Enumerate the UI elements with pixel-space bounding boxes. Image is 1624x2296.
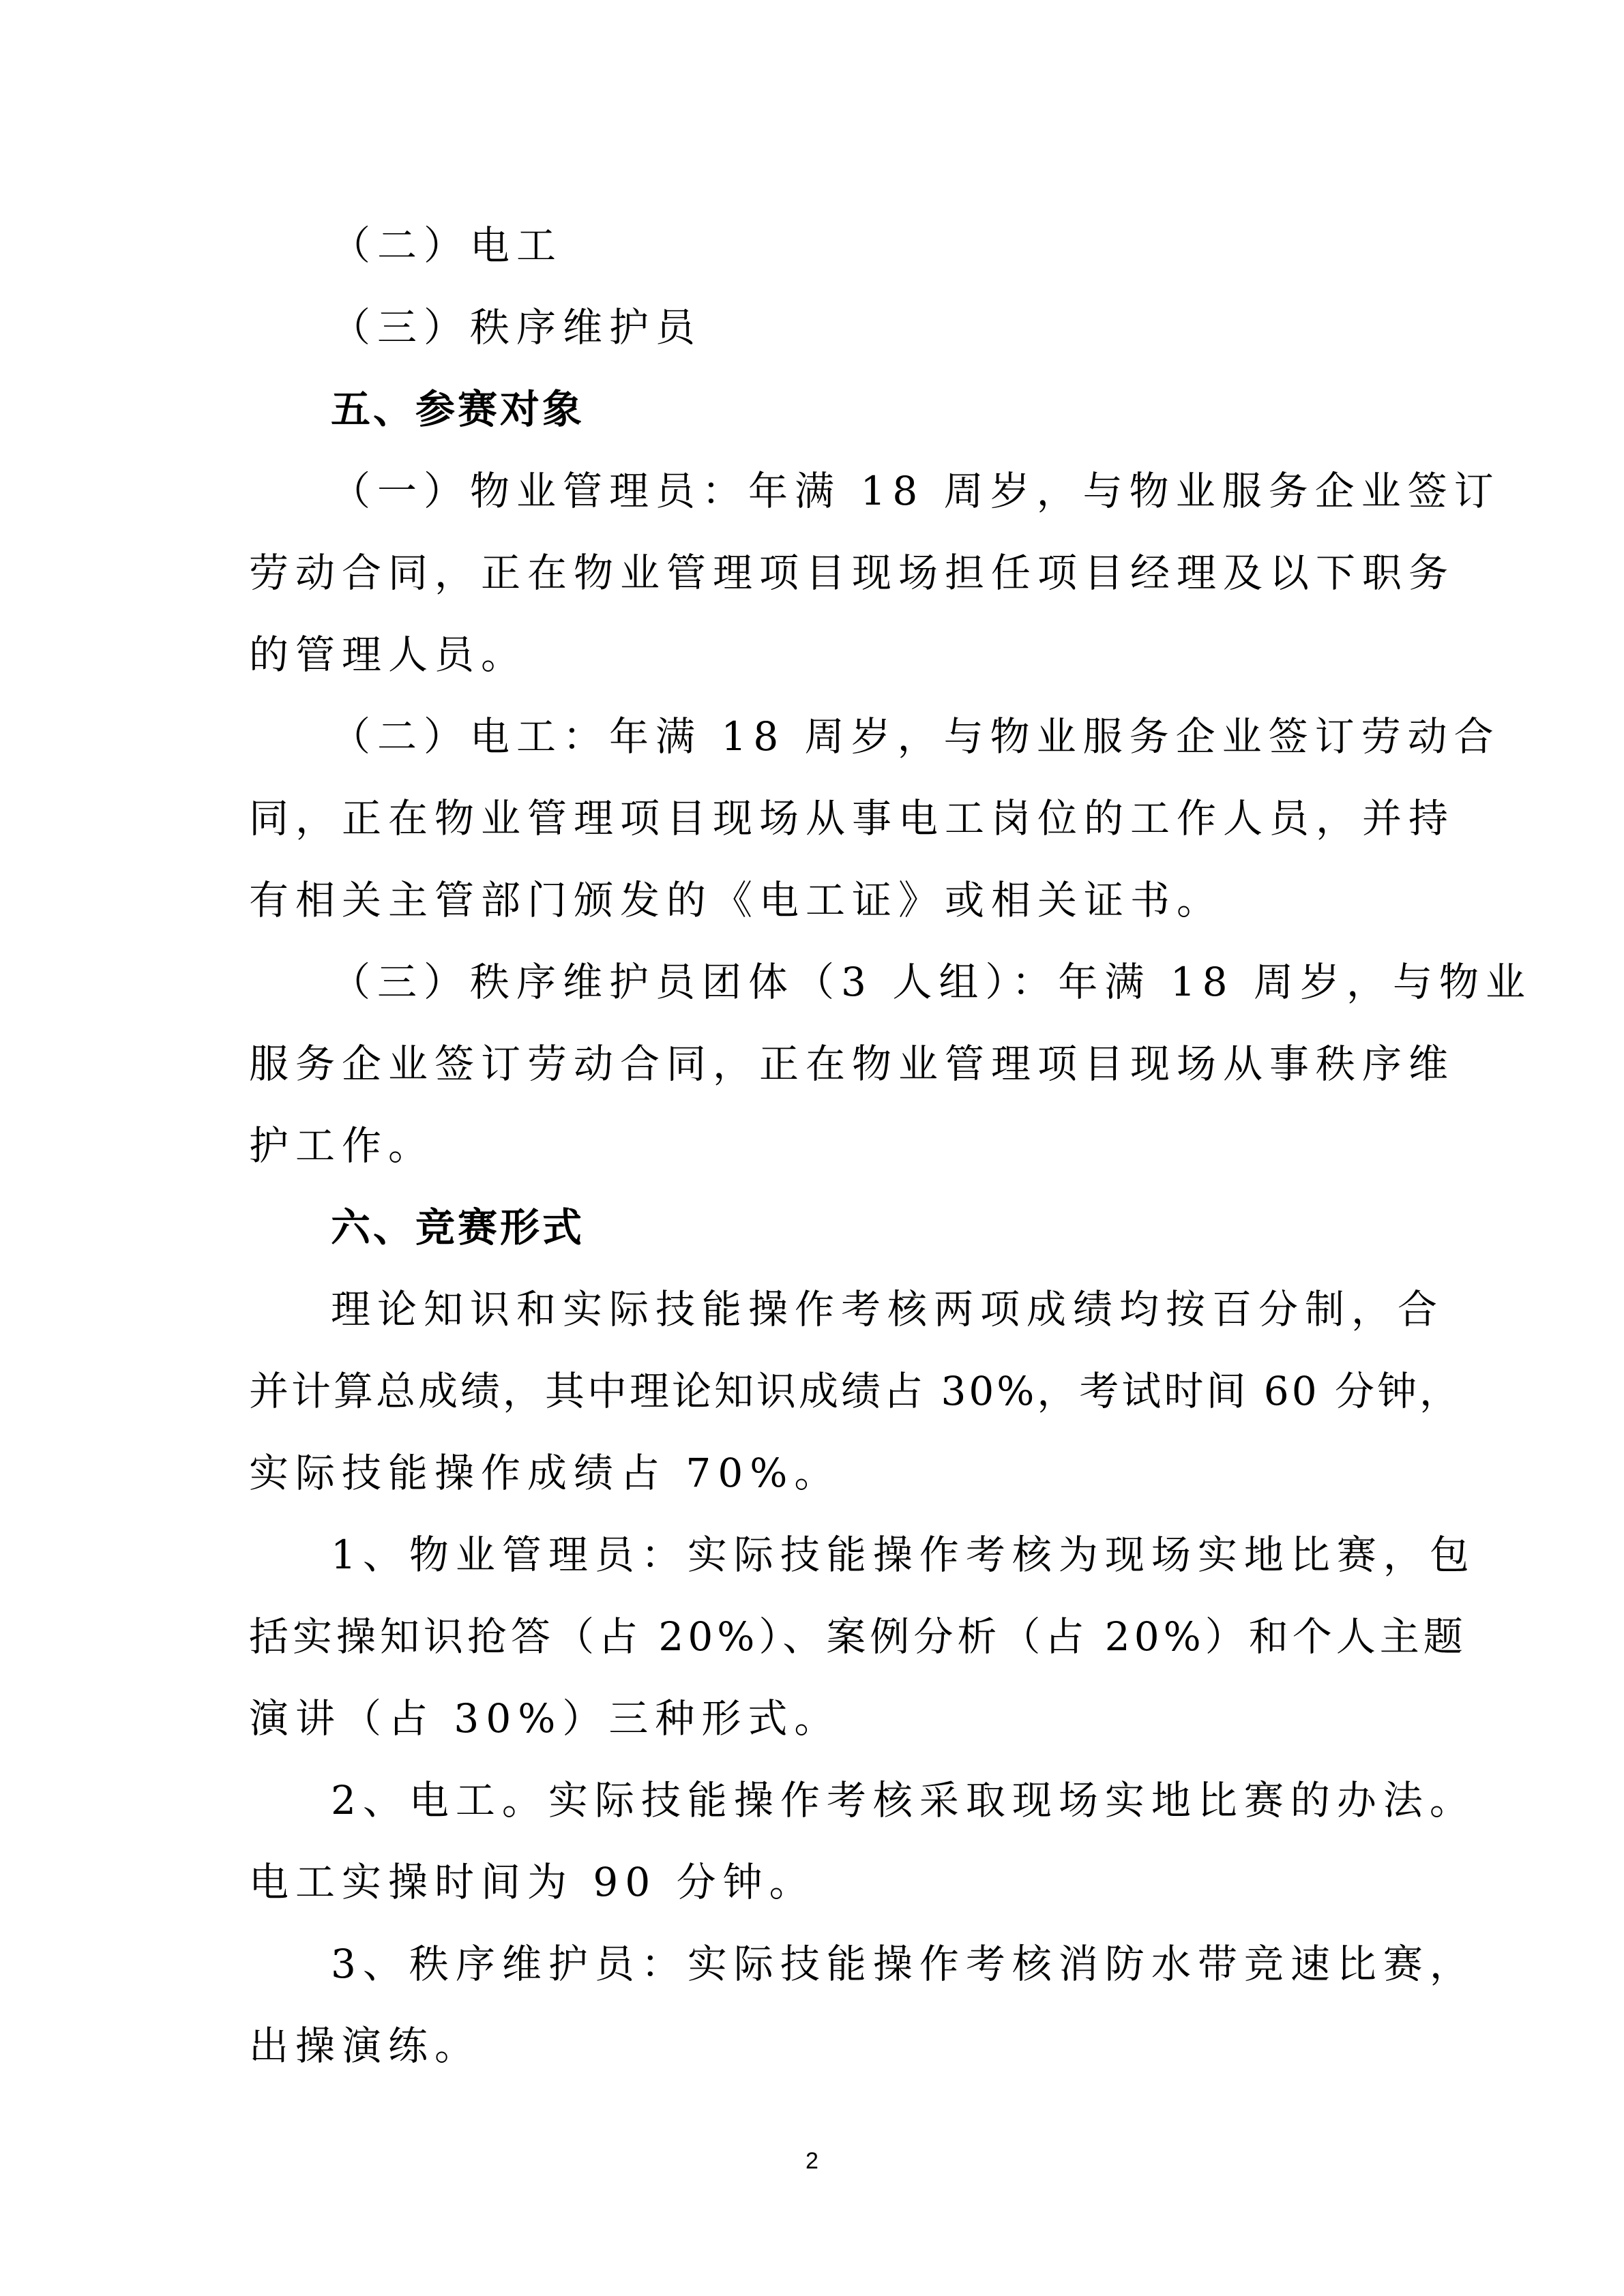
paragraph-line: （三）秩序维护员团体（3 人组）：年满 18 周岁，与物业 [331, 959, 1533, 1005]
section-item-security-guard: （三）秩序维护员 [331, 304, 703, 351]
paragraph-line: 演讲（占 30%）三种形式。 [249, 1695, 841, 1742]
paragraph-line: 1、物业管理员：实际技能操作考核为现场实地比赛，包 [331, 1532, 1476, 1578]
paragraph-line: 出操演练。 [249, 2023, 482, 2069]
page-number: 2 [806, 2148, 818, 2174]
paragraph-line: 并计算总成绩，其中理论知识成绩占 30%，考试时间 60 分钟， [249, 1368, 1462, 1414]
paragraph-line: 的管理人员。 [249, 631, 528, 678]
document-body [249, 205, 1533, 2087]
heading-competition-format: 六、竞赛形式 [331, 1204, 585, 1251]
paragraph-line: 2、电工。实际技能操作考核采取现场实地比赛的办法。 [331, 1777, 1476, 1823]
paragraph-line: 服务企业签订劳动合同，正在物业管理项目现场从事秩序维 [249, 1041, 1456, 1087]
paragraph-line: 有相关主管部门颁发的《电工证》或相关证书。 [249, 877, 1224, 923]
paragraph-line: 护工作。 [249, 1122, 435, 1169]
paragraph-line: 同，正在物业管理项目现场从事电工岗位的工作人员，并持 [249, 795, 1456, 841]
paragraph-line: （二）电工：年满 18 周岁，与物业服务企业签订劳动合 [331, 713, 1501, 760]
paragraph-line: （一）物业管理员：年满 18 周岁，与物业服务企业签订 [331, 468, 1501, 514]
section-item-electrician: （二）电工 [331, 222, 563, 269]
heading-participants: 五、参赛对象 [331, 386, 585, 432]
paragraph-line: 理论知识和实际技能操作考核两项成绩均按百分制，合 [331, 1286, 1445, 1332]
paragraph-line: 实际技能操作成绩占 70%。 [249, 1450, 841, 1496]
paragraph-line: 电工实操时间为 90 分钟。 [249, 1859, 816, 1905]
paragraph-line: 3、秩序维护员：实际技能操作考核消防水带竞速比赛， [331, 1941, 1476, 1987]
paragraph-line: 括实操知识抢答（占 20%）、案例分析（占 20%）和个人主题 [249, 1613, 1467, 1660]
paragraph-line: 劳动合同，正在物业管理项目现场担任项目经理及以下职务 [249, 550, 1456, 596]
